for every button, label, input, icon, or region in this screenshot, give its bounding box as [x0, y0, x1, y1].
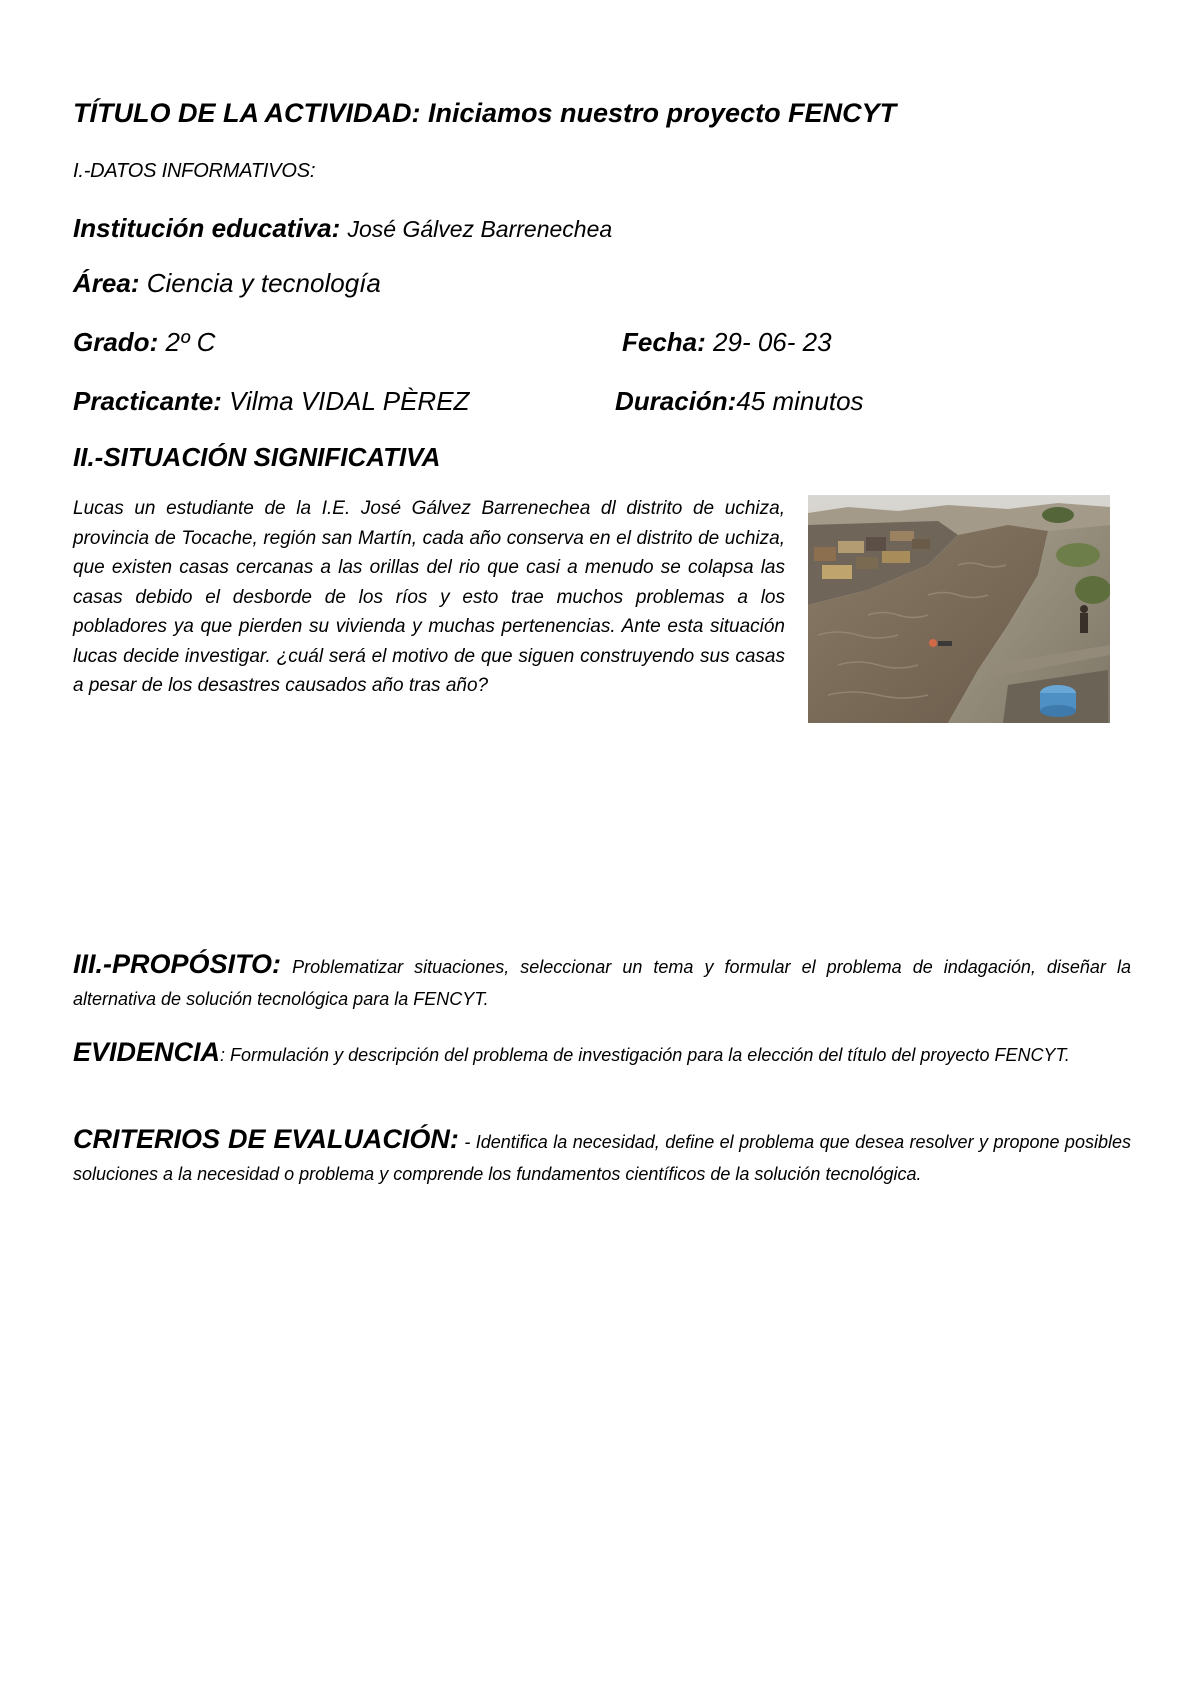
institucion-label: Institución educativa:	[73, 213, 341, 243]
fecha-row	[622, 327, 832, 358]
situacion-paragraph	[73, 494, 785, 701]
proposito-block	[73, 948, 1131, 1015]
activity-title	[73, 98, 896, 129]
evidencia-text: : Formulación y descripción del problema de investigación para la elección del título del proyecto FENCYT.	[220, 1045, 1070, 1065]
criterios-label: CRITERIOS DE EVALUACIÓN:	[73, 1124, 459, 1154]
duracion-value: 45 minutos	[736, 386, 864, 416]
practicante-value: Vilma VIDAL PÈREZ	[229, 386, 470, 416]
institucion-row	[73, 213, 612, 244]
proposito-text: Problematizar situaciones, seleccionar un tema y formular el problema de indagación, diseñar la alternativa de solución tecnológica para la FENCYT.	[73, 957, 1131, 1009]
flooded-river-photo	[808, 495, 1110, 723]
area-label: Área:	[73, 268, 140, 298]
grado-value: 2º C	[165, 327, 216, 357]
criterios-text: - Identifica la necesidad, define el problema que desea resolver y propone posibles soluciones a la necesidad o problema y comprende los fundamentos científicos de la solución tecnológica.	[73, 1132, 1131, 1184]
institucion-value: José Gálvez Barrenechea	[347, 216, 613, 242]
area-row	[73, 268, 381, 299]
datos-informativos-heading: I.-DATOS INFORMATIVOS:	[73, 160, 316, 182]
grado-row	[73, 327, 215, 358]
practicante-label: Practicante:	[73, 386, 222, 416]
fecha-value: 29- 06- 23	[713, 327, 832, 357]
evidencia-block	[73, 1036, 1131, 1071]
situacion-heading: II.-SITUACIÓN SIGNIFICATIVA	[73, 442, 441, 472]
duracion-label: Duración:	[615, 386, 737, 416]
evidencia-label: EVIDENCIA	[73, 1037, 221, 1067]
activity-title-label: TÍTULO DE LA ACTIVIDAD:	[73, 98, 421, 128]
area-value: Ciencia y tecnología	[146, 268, 381, 298]
fecha-label: Fecha:	[622, 327, 706, 357]
situacion-text: Lucas un estudiante de la I.E. José Gálvez Barrenechea dl distrito de uchiza, provincia de Tocache, región san Martín, cada año conserva en el distrito de uchiza, que existen casas cercanas a las orillas del rio que casi a menudo se colapsa las casas debido el desborde de los ríos y esto trae muchos problemas a los pobladores ya que pierden su vivienda y muchas pertenencias. Ante esta situación lucas decide investigar. ¿cuál será el motivo de que siguen construyendo sus casas a pesar de los desastres causados año tras año?	[73, 498, 785, 696]
proposito-label: III.-PROPÓSITO:	[73, 949, 282, 979]
criterios-block	[73, 1123, 1131, 1190]
practicante-row	[73, 386, 469, 417]
grado-label: Grado:	[73, 327, 159, 357]
activity-title-value: Iniciamos nuestro proyecto FENCYT	[427, 98, 897, 128]
duracion-row	[615, 386, 864, 417]
